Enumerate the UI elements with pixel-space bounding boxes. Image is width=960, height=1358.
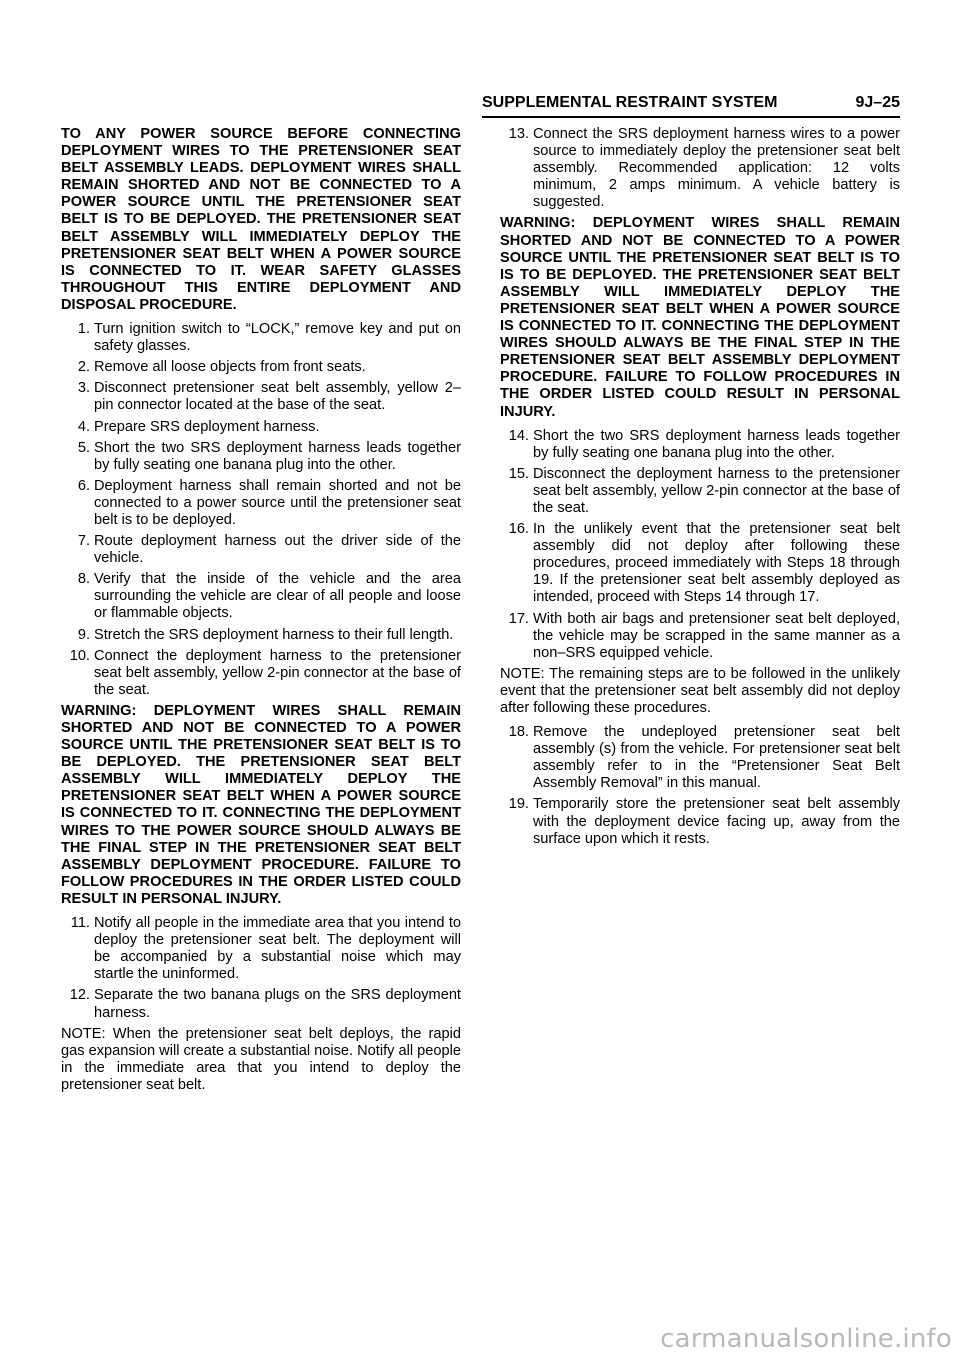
- list-item: 16. In the unlikely event that the pretensioner seat belt assembly did not deploy after following these procedures, proceed immediately with Steps 18 through 19. If the pretensioner seat belt assembly deployed as intended, proceed with Steps 14 through 17.: [508, 521, 900, 606]
- list-item: 19. Temporarily store the pretensioner seat belt assembly with the deployment device facing up, away from the surface upon which it rests.: [508, 796, 900, 847]
- list-item: 1. Turn ignition switch to “LOCK,” remove key and put on safety glasses.: [77, 321, 461, 355]
- warning-continued: TO ANY POWER SOURCE BEFORE CONNECTING DEPLOYMENT WIRES TO THE PRETENSIONER SEAT BELT ASSEMBLY LEADS. DEPLOYMENT WIRES SHALL REMAIN SHORTED AND NOT BE CONNECTED TO A POWER SOURCE UNTIL THE PRETENSIONER SEAT BELT IS TO BE DEPLOYED. THE PRETENSIONER SEAT BELT ASSEMBLY WILL IMMEDIATELY DEPLOY THE PRETENSIONER SEAT BELT WHEN A POWER SOURCE IS CONNECTED TO IT. WEAR SAFETY GLASSES THROUGHOUT THIS ENTIRE DEPLOYMENT AND DISPOSAL PROCEDURE.: [61, 126, 461, 313]
- left-column: [61, 126, 461, 1101]
- right-column: [500, 126, 900, 852]
- step-list-1-10: [61, 321, 461, 699]
- list-item: 9. Stretch the SRS deployment harness to their full length.: [77, 626, 454, 643]
- list-item: 14. Short the two SRS deployment harness leads together by fully seating one banana plug into the other.: [508, 427, 900, 461]
- list-item: 10. Connect the deployment harness to the pretensioner seat belt assembly, yellow 2-pin connector at the base of the seat.: [69, 647, 461, 698]
- list-item: 13. Connect the SRS deployment harness wires to a power source to immediately deploy the pretensioner seat belt assembly. Recommended application: 12 volts minimum, 2 amps minimum. A vehicle battery is suggested.: [508, 126, 900, 211]
- warning-block: WARNING: DEPLOYMENT WIRES SHALL REMAIN SHORTED AND NOT BE CONNECTED TO A POWER SOURCE UNTIL THE PRETENSIONER SEAT BELT IS TO IS TO BE DEPLOYED. THE PRETENSIONER SEAT BELT ASSEMBLY WILL IMMEDIATELY DEPLOY THE PRETENSIONER SEAT BELT WHEN A POWER SOURCE IS CONNECTED TO IT. CONNECTING THE DEPLOYMENT WIRES SHOULD ALWAYS BE THE FINAL STEP IN THE PRETENSIONER SEAT BELT ASSEMBLY DEPLOYMENT PROCEDURE. FAILURE TO FOLLOW PROCEDURES IN THE ORDER LISTED COULD RESULT IN PERSONAL INJURY.: [500, 215, 900, 420]
- note-block: NOTE: When the pretensioner seat belt deploys, the rapid gas expansion will create a substantial noise. Notify all people in the immediate area that you intend to deploy the pretensioner seat belt.: [61, 1025, 461, 1093]
- list-item: 18. Remove the undeployed pretensioner seat belt assembly (s) from the vehicle. For pretensioner seat belt assembly refer to in the “Pretensioner Seat Belt Assembly Removal” in this manual.: [508, 724, 900, 792]
- list-item: 3. Disconnect pretensioner seat belt assembly, yellow 2–pin connector located at the base of the seat.: [77, 380, 461, 414]
- list-item: 4. Prepare SRS deployment harness.: [77, 418, 320, 435]
- list-item: 6. Deployment harness shall remain shorted and not be connected to a power source until the pretensioner seat belt is to be deployed.: [77, 477, 461, 528]
- list-item: 15. Disconnect the deployment harness to the pretensioner seat belt assembly, yellow 2-pin connector at the base of the seat.: [508, 465, 900, 516]
- page-header: [482, 92, 900, 118]
- warning-block: WARNING: DEPLOYMENT WIRES SHALL REMAIN SHORTED AND NOT BE CONNECTED TO A POWER SOURCE UNTIL THE PRETENSIONER SEAT BELT IS TO BE DEPLOYED. THE PRETENSIONER SEAT BELT ASSEMBLY WILL IMMEDIATELY DEPLOY THE PRETENSIONER SEAT BELT WHEN A POWER SOURCE IS CONNECTED TO IT. CONNECTING THE DEPLOYMENT WIRES TO THE POWER SOURCE SHOULD ALWAYS BE THE FINAL STEP IN THE PRETENSIONER SEAT BELT ASSEMBLY DEPLOYMENT PROCEDURE. FAILURE TO FOLLOW PROCEDURES IN THE ORDER LISTED COULD RESULT IN PERSONAL INJURY.: [61, 702, 461, 907]
- watermark: carmanualsonline.info: [660, 1324, 952, 1354]
- list-item: 12. Separate the two banana plugs on the SRS deployment harness.: [69, 987, 461, 1021]
- section-title: SUPPLEMENTAL RESTRAINT SYSTEM: [482, 94, 778, 111]
- step-list-18-19: [500, 724, 900, 848]
- list-item: 11. Notify all people in the immediate area that you intend to deploy the pretensioner seat belt. The deployment will be accompanied by a substantial noise which may startle the uninformed.: [70, 915, 461, 983]
- list-item: 17. With both air bags and pretensioner seat belt deployed, the vehicle may be scrapped in the same manner as a non–SRS equipped vehicle.: [508, 610, 900, 661]
- list-item: 7. Route deployment harness out the driver side of the vehicle.: [77, 533, 461, 567]
- list-item: 2. Remove all loose objects from front seats.: [77, 359, 366, 376]
- list-item: 5. Short the two SRS deployment harness leads together by fully seating one banana plug into the other.: [77, 439, 461, 473]
- note-block: NOTE: The remaining steps are to be followed in the unlikely event that the pretensioner seat belt assembly did not deploy after following these procedures.: [500, 665, 900, 716]
- list-item: 8. Verify that the inside of the vehicle and the area surrounding the vehicle are clear of all people and loose or flammable objects.: [77, 571, 461, 622]
- step-list-13: [500, 126, 900, 211]
- step-list-14-17: [500, 428, 900, 662]
- page-number: 9J–25: [855, 94, 900, 111]
- step-list-11-12: [61, 915, 461, 1022]
